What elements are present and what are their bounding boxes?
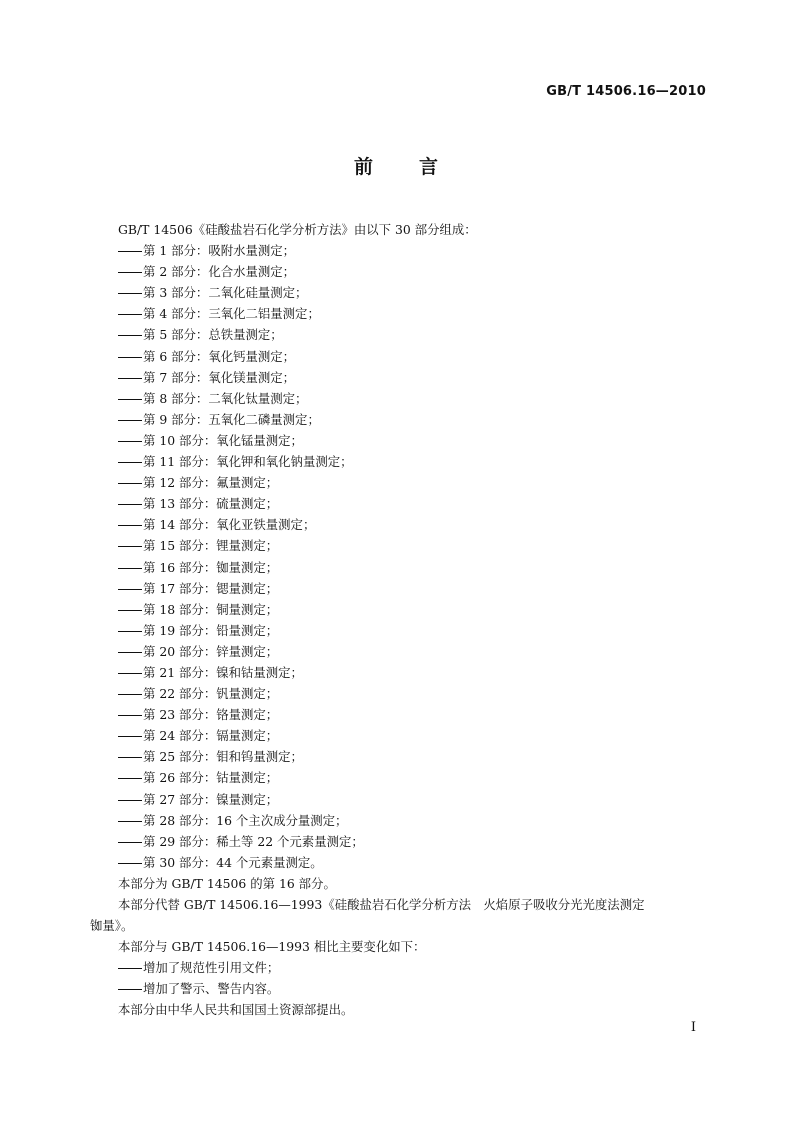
part-item-text: 第 18 部分：铜量测定； [143,601,279,617]
part-item-text: 第 8 部分：二氧化钛量测定； [143,390,308,406]
parts-list [90,240,706,873]
part-item-text: 第 13 部分：硫量测定； [143,496,279,512]
part-item-text: 第 27 部分：镍量测定； [143,791,279,807]
part-item [90,430,706,451]
part-item [90,493,706,514]
part-item-text: 第 11 部分：氧化钾和氧化钠量测定； [143,454,353,470]
part-item-text: 第 12 部分：氟量测定； [143,475,279,491]
part-item-text: 第 28 部分：16 个主次成分量测定； [143,812,348,828]
em-dash-mark [118,378,142,379]
statement-part: 本部分为 GB/T 14506 的第 16 部分。 [118,875,336,891]
statement-replaces-line1: 本部分代替 GB/T 14506.16—1993《硅酸盐岩石化学分析方法 火焰原子吸收分光光度法测定 [118,897,645,912]
part-item [90,514,706,535]
part-item [90,683,706,704]
part-item [90,810,706,831]
em-dash-mark [118,314,142,315]
intro-paragraph: GB/T 14506《硅酸盐岩石化学分析方法》由以下 30 部分组成： [118,222,477,237]
part-item-text: 第 9 部分：五氧化二磷量测定； [143,411,320,427]
part-item [90,535,706,556]
part-item [90,240,706,261]
em-dash-mark [118,462,142,463]
em-dash-mark [118,504,142,505]
part-item-text: 第 10 部分：氧化锰量测定； [143,432,303,448]
part-item-text: 第 6 部分：氧化钙量测定； [143,348,296,364]
em-dash-mark [118,610,142,611]
part-item-text: 第 1 部分：吸附水量测定； [143,243,296,259]
em-dash-mark [118,293,142,294]
part-item [90,303,706,324]
part-item [90,261,706,282]
part-item-text: 第 2 部分：化合水量测定； [143,264,296,280]
em-dash-mark [118,821,142,822]
em-dash-mark [118,251,142,252]
em-dash-mark [118,420,142,421]
em-dash-mark [118,694,142,695]
part-item [90,324,706,345]
statement-changes: 本部分与 GB/T 14506.16—1993 相比主要变化如下： [118,939,426,955]
part-item-text: 第 29 部分：稀土等 22 个元素量测定； [143,833,364,849]
part-item [90,789,706,810]
part-item-text: 第 7 部分：氧化镁量测定； [143,369,296,385]
em-dash-mark [118,483,142,484]
part-item-text: 第 25 部分：钼和钨量测定； [143,749,303,765]
changes-list [90,957,706,999]
em-dash-mark [118,525,142,526]
part-item [90,578,706,599]
change-item [90,957,706,978]
part-item [90,346,706,367]
em-dash-mark [118,989,142,990]
em-dash-mark [118,441,142,442]
part-item [90,662,706,683]
title-char-2: 言 [419,156,441,178]
part-item-text: 第 24 部分：镉量测定； [143,728,279,744]
part-item-text: 第 22 部分：钒量测定； [143,686,279,702]
part-item [90,725,706,746]
part-item [90,599,706,620]
part-item [90,767,706,788]
em-dash-mark [118,546,142,547]
em-dash-mark [118,568,142,569]
em-dash-mark [118,272,142,273]
part-item [90,557,706,578]
foreword-body [90,219,706,1021]
part-item-text: 第 16 部分：铷量测定； [143,559,279,575]
part-item-text: 第 20 部分：锌量测定； [143,643,279,659]
em-dash-mark [118,399,142,400]
em-dash-mark [118,673,142,674]
page-title [0,152,794,179]
part-item [90,620,706,641]
title-char-1: 前 [353,156,375,178]
part-item [90,704,706,725]
part-item-text: 第 4 部分：三氧化二铝量测定； [143,306,320,322]
part-item-text: 第 14 部分：氧化亚铁量测定； [143,517,316,533]
em-dash-mark [118,652,142,653]
em-dash-mark [118,589,142,590]
em-dash-mark [118,968,142,969]
part-item [90,472,706,493]
part-item [90,451,706,472]
part-item-text: 第 30 部分：44 个元素量测定。 [143,854,323,870]
part-item-text: 第 5 部分：总铁量测定； [143,327,283,343]
change-item [90,978,706,999]
part-item [90,367,706,388]
part-item [90,388,706,409]
page-number: I [690,1020,696,1035]
em-dash-mark [118,842,142,843]
change-item-text: 增加了警示、警告内容。 [143,981,280,997]
part-item-text: 第 3 部分：二氧化硅量测定； [143,285,308,301]
part-item [90,282,706,303]
em-dash-mark [118,631,142,632]
part-item [90,746,706,767]
part-item [90,641,706,662]
em-dash-mark [118,757,142,758]
em-dash-mark [118,863,142,864]
statement-proposed: 本部分由中华人民共和国国土资源部提出。 [118,1002,354,1018]
change-item-text: 增加了规范性引用文件； [143,960,280,976]
part-item [90,852,706,873]
em-dash-mark [118,736,142,737]
statement-replaces-line2: 铷量》。 [90,918,134,934]
part-item-text: 第 19 部分：铅量测定； [143,622,279,638]
em-dash-mark [118,800,142,801]
em-dash-mark [118,778,142,779]
part-item-text: 第 17 部分：锶量测定； [143,580,279,596]
standard-code-header: GB/T 14506.16—2010 [546,84,706,99]
part-item-text: 第 15 部分：锂量测定； [143,538,279,554]
em-dash-mark [118,357,142,358]
part-item [90,831,706,852]
em-dash-mark [118,715,142,716]
em-dash-mark [118,335,142,336]
part-item-text: 第 26 部分：钴量测定； [143,770,279,786]
part-item-text: 第 21 部分：镍和钴量测定； [143,664,303,680]
part-item-text: 第 23 部分：铬量测定； [143,707,279,723]
part-item [90,409,706,430]
